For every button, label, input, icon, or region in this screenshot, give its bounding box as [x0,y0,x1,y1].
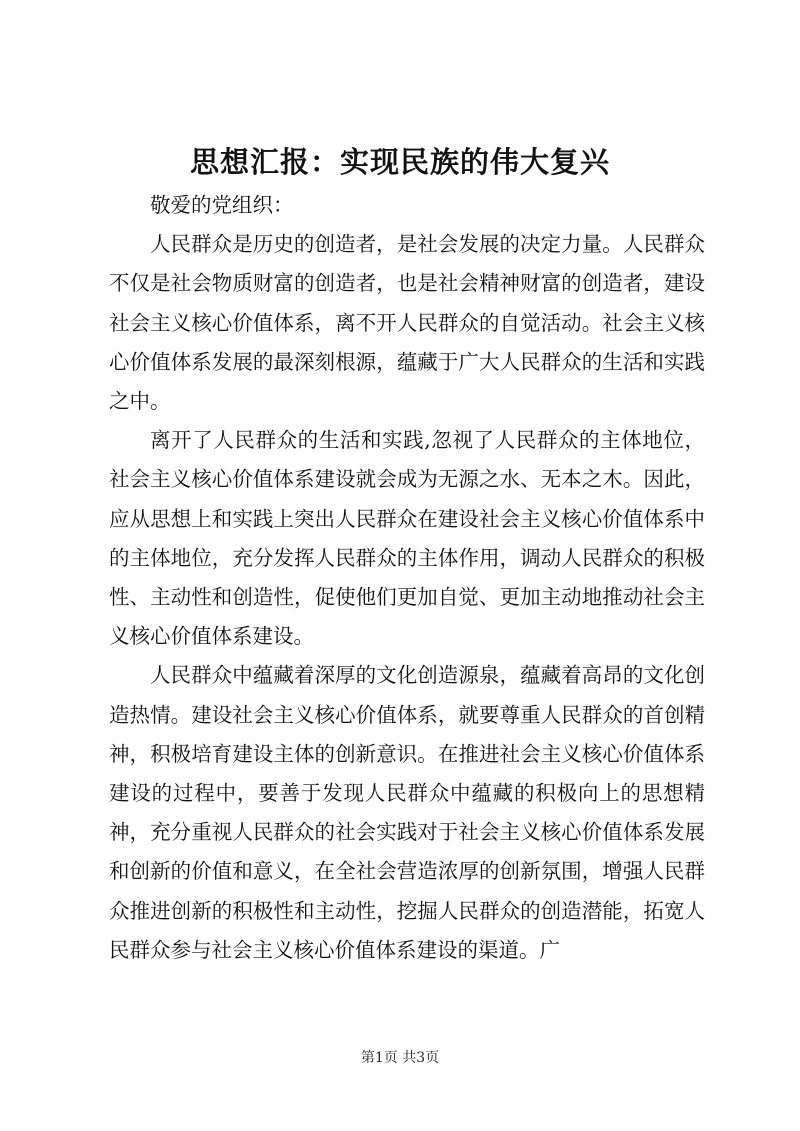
page-number: 第1页 共3页 [360,1050,440,1066]
paragraph: 人民群众是历史的创造者，是社会发展的决定力量。人民群众不仅是社会物质财富的创造者，也是社会精神财富的创造者，建设社会主义核心价值体系，离不开人民群众的自觉活动。社会主义核心价值体系发展的最深刻根源，蕴藏于广大人民群众的生活和实践之中。 [109,232,705,414]
document-title: 思想汇报：实现民族的伟大复兴 [189,145,610,179]
document-body [109,186,705,970]
paragraph: 人民群众中蕴藏着深厚的文化创造源泉，蕴藏着高昂的文化创造热情。建设社会主义核心价值体系，就要尊重人民群众的首创精神，积极培育建设主体的创新意识。在推进社会主义核心价值体系建设的过程中，要善于发现人民群众中蕴藏的积极向上的思想精神，充分重视人民群众的社会实践对于社会主义核心价值体系发展和创新的价值和意义，在全社会营造浓厚的创新氛围，增强人民群众推进创新的积极性和主动性，挖掘人民群众的创造潜能，拓宽人民群众参与社会主义核心价值体系建设的渠道。广 [109,663,705,962]
paragraph: 离开了人民群众的生活和实践,忽视了人民群众的主体地位，社会主义核心价值体系建设就会成为无源之水、无本之木。因此，应从思想上和实践上突出人民群众在建设社会主义核心价值体系中的主体地位，充分发挥人民群众的主体作用，调动人民群众的积极性、主动性和创造性，促使他们更加自觉、更加主动地推动社会主义核心价值体系建设。 [109,428,705,649]
page-footer [0,1048,800,1068]
salutation: 敬爱的党组织： [150,193,294,217]
